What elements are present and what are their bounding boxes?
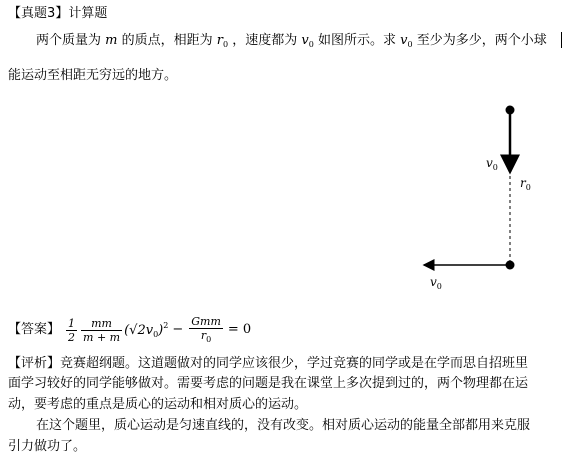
analysis-label: 【评析】 — [8, 356, 61, 371]
analysis-line-2 — [8, 376, 528, 392]
label-v0-upper: $v_0$ — [486, 156, 498, 172]
analysis-text: 在这个题里，质心运动是匀速直线的，没有改变。相对质心运动的能量全部都用来克服 — [36, 418, 531, 433]
minus-sign: − — [172, 322, 184, 337]
upper-particle — [506, 106, 515, 115]
problem-text: 两个质量为 — [36, 33, 102, 48]
var-r0: $r_0$ — [216, 33, 229, 49]
answer-formula — [64, 315, 251, 346]
analysis-line-4 — [36, 418, 530, 434]
answer-row — [8, 312, 251, 348]
analysis-text: 动，要考虑的重点是质心的运动和相对质心的运动。 — [8, 397, 308, 412]
header-bracket-open: 【 — [8, 6, 22, 21]
analysis-text: 引力做功了。 — [8, 439, 87, 454]
lower-particle — [506, 261, 515, 270]
answer-label: 【答案】 — [8, 322, 61, 337]
velocity-term: $(√2v_0)^2$ — [124, 320, 169, 339]
analysis-line-1 — [8, 355, 528, 372]
fraction-reduced-mass: $\frac{mm}{m + m}$ — [83, 316, 121, 344]
fraction-half: $\frac{1}{2}$ — [68, 316, 76, 344]
problem-text: 的质点，相距为 — [121, 33, 213, 48]
var-v0-ask: $v_0$ — [400, 33, 413, 49]
analysis-text: 面学习较好的同学能够做对。需要考虑的问题是我在课堂上多次提到过的，两个物理都在运 — [8, 376, 529, 391]
analysis-text: 竞赛超纲题。这道题做对的同学应该很少，学过竞赛的同学或是在学而思自招班里 — [60, 356, 529, 371]
label-r0: $r_0$ — [520, 176, 531, 192]
header-label: 真题 — [21, 6, 48, 21]
analysis-line-5 — [8, 439, 86, 455]
var-v0: $v_0$ — [301, 33, 314, 49]
analysis-line-3 — [8, 397, 307, 413]
var-m: m — [105, 33, 118, 48]
equals-zero: = 0 — [227, 322, 252, 337]
problem-text: 能运动至相距无穷远的地方。 — [8, 68, 178, 83]
problem-text: 至少为多少，两个小球 — [416, 33, 547, 48]
label-v0-lower: $v_0$ — [430, 275, 442, 291]
fraction-potential: $\frac{\text{Gmm}}{r_0}$ — [191, 314, 221, 344]
header-number: 3 — [47, 6, 56, 21]
header-title: 计算题 — [68, 6, 108, 21]
header-bracket-close: 】 — [55, 6, 69, 21]
problem-text: ，速度都为 — [232, 33, 298, 48]
problem-text: 如图所示。求 — [317, 33, 396, 48]
